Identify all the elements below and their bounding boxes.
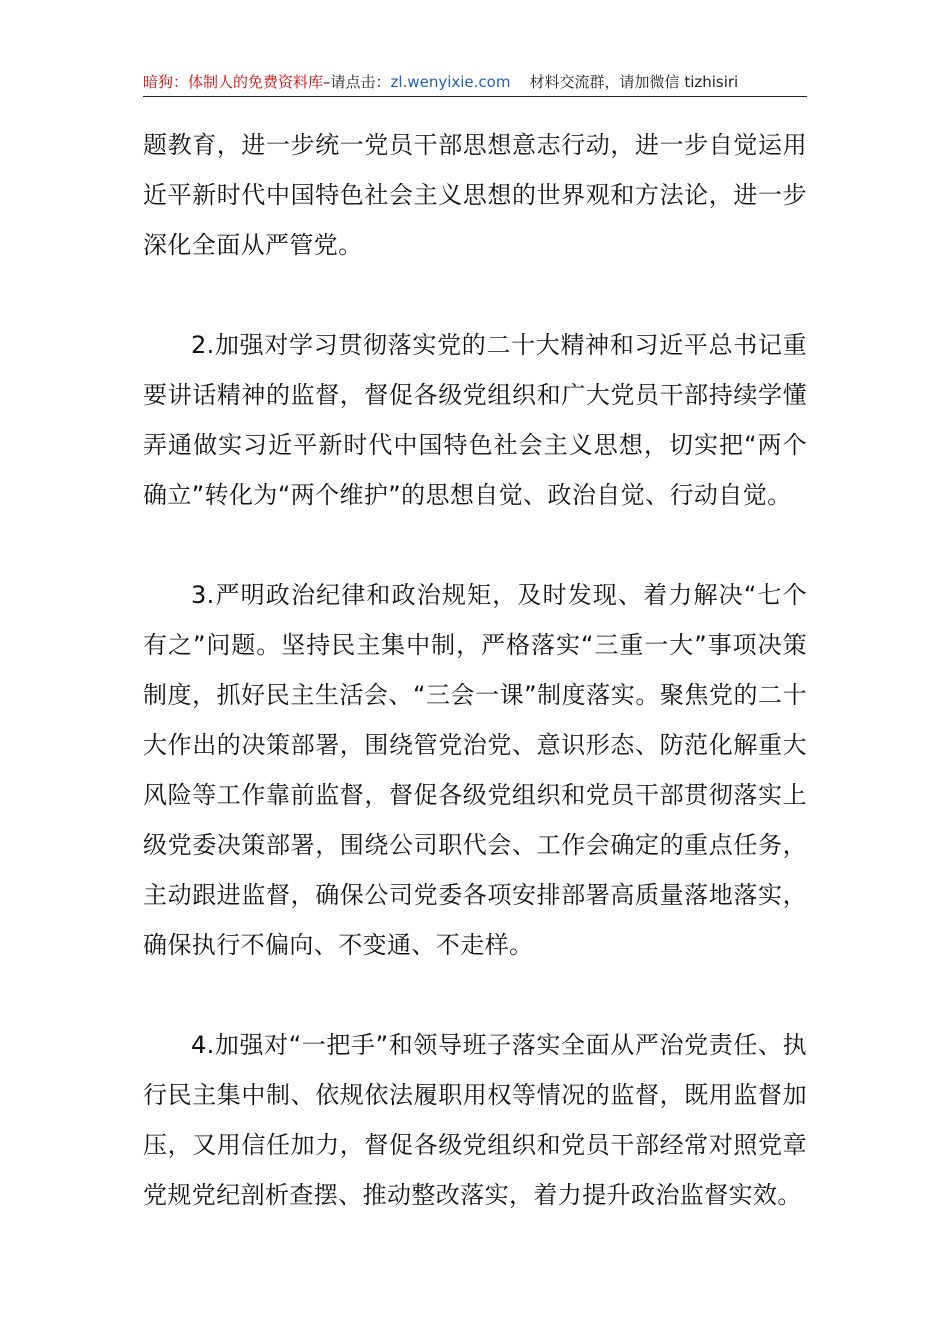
paragraph-item-3: 3.严明政治纪律和政治规矩，及时发现、着力解决“七个有之”问题。坚持民主集中制，严格落实“三重一大”事项决策制度，抓好民主生活会、“三会一课”制度落实。聚焦党的二十大作出的决策部署，围绕管党治党、意识形态、防范化解重大风险等工作靠前监督，督促各级党组织和党员干部贯彻落实上级党委决策部署，围绕公司职代会、工作会确定的重点任务，主动跟进监督，确保公司党委各项安排部署高质量落地落实，确保执行不偏向、不变通、不走样。 (143, 581, 807, 959)
header-separator: –请点击： (323, 73, 391, 91)
paragraph-continuation: 题教育，进一步统一党员干部思想意志行动，进一步自觉运用近平新时代中国特色社会主义思想的世界观和方法论，进一步深化全面从严管党。 (143, 131, 807, 259)
paragraph-item-2: 2.加强对学习贯彻落实党的二十大精神和习近平总书记重要讲话精神的监督，督促各级党组织和广大党员干部持续学懂弄通做实习近平新时代中国特色社会主义思想，切实把“两个确立”转化为“两个维护”的思想自觉、政治自觉、行动自觉。 (143, 331, 807, 509)
page-header (143, 72, 807, 94)
header-link[interactable]: zl.wenyixie.com (390, 73, 511, 91)
document-body (143, 120, 807, 1220)
header-divider (143, 96, 807, 97)
paragraph-item-4: 4.加强对“一把手”和领导班子落实全面从严治党责任、执行民主集中制、依规依法履职用权等情况的监督，既用监督加压，又用信任加力，督促各级党组织和党员干部经常对照党章党规党纪剖析查摆、推动整改落实，着力提升政治监督实效。 (143, 1031, 807, 1209)
header-contact: 材料交流群，请加微信 tizhisiri (529, 73, 739, 91)
header-brand: 暗狗：体制人的免费资料库 (143, 73, 324, 91)
